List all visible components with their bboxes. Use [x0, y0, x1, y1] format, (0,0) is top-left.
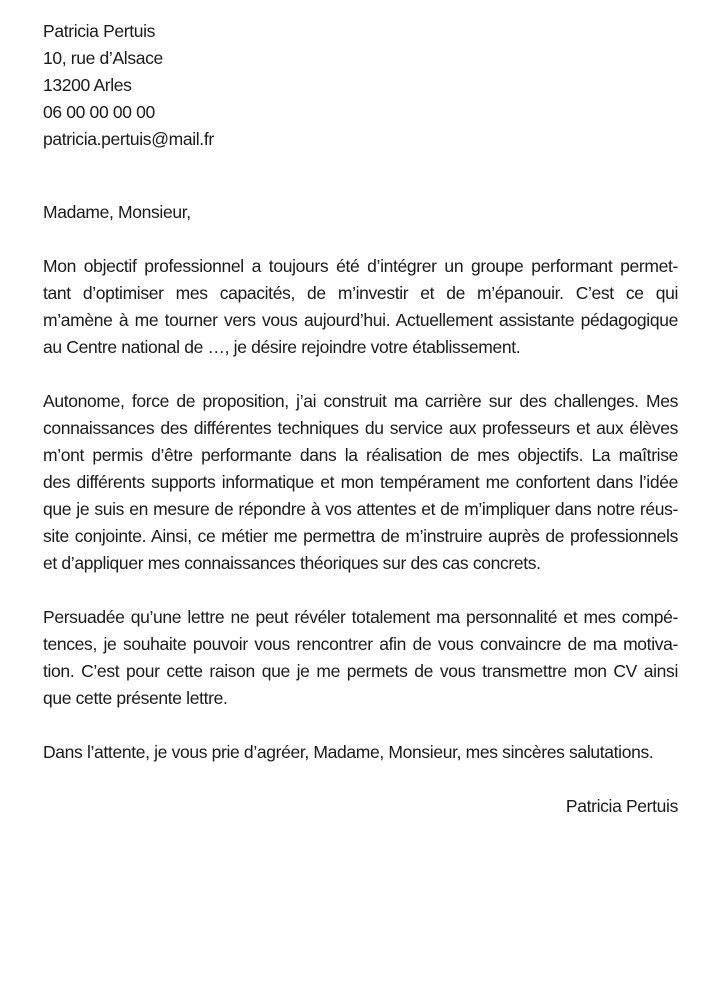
- paragraph-line: que je suis en mesure de répondre à vos attentes et de m’impliquer dans notre réus-: [43, 499, 678, 519]
- sender-city: 13200 Arles: [43, 75, 132, 95]
- paragraph-line: m’amène à me tourner vers vous aujourd’hui. Actuellement assistante pédagogique: [43, 310, 678, 330]
- signature: Patricia Pertuis: [565, 796, 678, 816]
- paragraph-line: tion. C’est pour cette raison que je me permets de vous transmettre mon CV ainsi: [43, 661, 678, 681]
- paragraph-line: et d’appliquer mes connaissances théoriques sur des cas concrets.: [43, 553, 541, 573]
- paragraph-line: tant d’optimiser mes capacités, de m’investir et de m’épanouir. C’est ce qui: [43, 283, 678, 303]
- paragraph-2: [43, 388, 678, 577]
- salutation: Madame, Monsieur,: [43, 202, 191, 222]
- sender-name: Patricia Pertuis: [43, 21, 156, 41]
- paragraph-1: [43, 253, 678, 361]
- cover-letter: [43, 18, 678, 820]
- paragraph-line: site conjointe. Ainsi, ce métier me permettra de m’instruire auprès de professionnels: [43, 526, 678, 546]
- paragraph-line: Mon objectif professionnel a toujours été d’intégrer un groupe performant permet-: [43, 256, 678, 276]
- sender-phone: 06 00 00 00 00: [43, 102, 155, 122]
- paragraph-3: [43, 604, 678, 712]
- sender-email: patricia.pertuis@mail.fr: [43, 129, 214, 149]
- sender-street: 10, rue d’Alsace: [43, 48, 163, 68]
- sender-address-block: [43, 18, 678, 153]
- paragraph-line: connaissances des différentes techniques du service aux professeurs et aux élèves: [43, 418, 678, 438]
- paragraph-line: des différents supports informatique et mon tempérament me confortent dans l’idée: [43, 472, 678, 492]
- closing-formula: Dans l’attente, je vous prie d’agréer, Madame, Monsieur, mes sincères salutations.: [43, 742, 654, 762]
- paragraph-line: tences, je souhaite pouvoir vous rencontrer afin de vous convaincre de ma motiva-: [43, 634, 678, 654]
- paragraph-line: Autonome, force de proposition, j’ai construit ma carrière sur des challenges. Mes: [43, 391, 678, 411]
- paragraph-line: que cette présente lettre.: [43, 688, 228, 708]
- paragraph-line: Persuadée qu’une lettre ne peut révéler totalement ma personnalité et mes compé-: [43, 607, 678, 627]
- paragraph-line: au Centre national de …, je désire rejoindre votre établissement.: [43, 337, 521, 357]
- paragraph-line: m’ont permis d’être performante dans la réalisation de mes objectifs. La maîtrise: [43, 445, 678, 465]
